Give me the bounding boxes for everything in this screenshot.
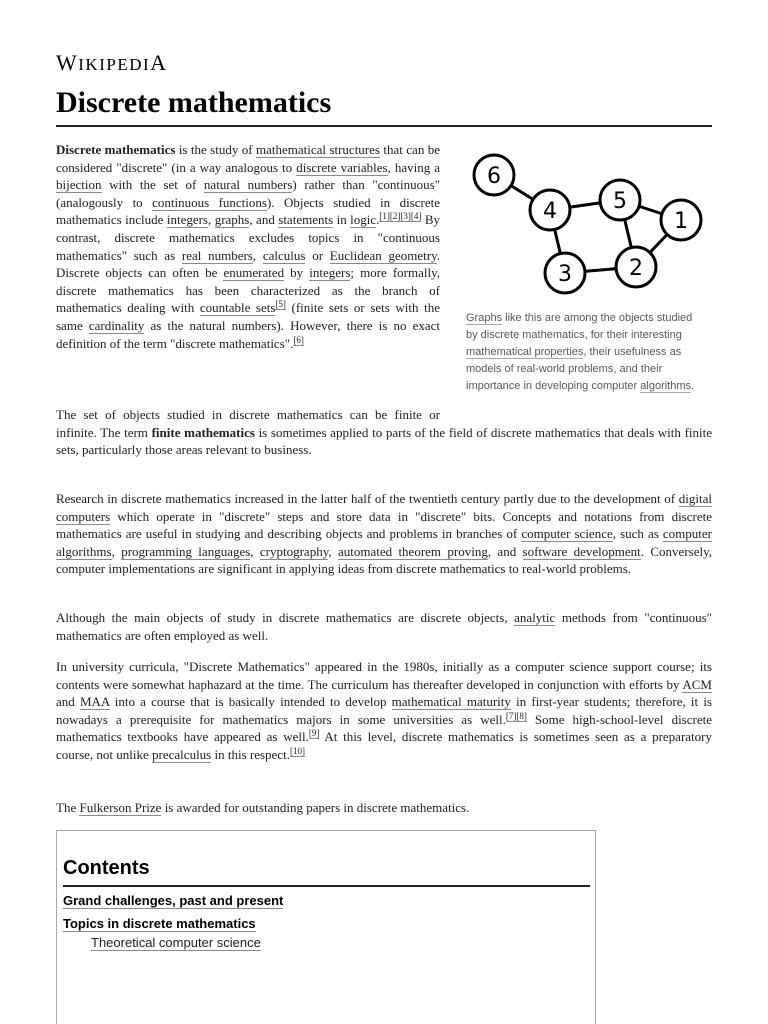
citation-10[interactable]: [10] <box>289 745 305 756</box>
link-bijection[interactable]: bijection <box>56 177 102 193</box>
link-statements[interactable]: statements <box>278 212 334 228</box>
citation-7[interactable]: [7] <box>505 710 517 721</box>
link-software-development[interactable]: software development <box>522 543 641 559</box>
wikipedia-wordmark[interactable]: WIKIPEDIA <box>56 50 168 75</box>
prize-paragraph: The Fulkerson Prize is awarded for outstanding papers in discrete mathematics. <box>56 800 470 815</box>
citation-4[interactable]: [4] <box>410 211 422 222</box>
page-title: Discrete mathematics <box>56 86 332 119</box>
caption-link-mathematical-properties[interactable]: mathematical properties <box>466 345 584 358</box>
link-analytic[interactable]: analytic <box>514 610 556 625</box>
link-graphs[interactable]: graphs <box>214 212 250 228</box>
citation-1[interactable]: [1] <box>379 211 390 222</box>
link-automated-theorem-proving[interactable]: automated theorem proving <box>337 543 488 559</box>
graph-image[interactable] <box>466 150 712 300</box>
figure-caption: Graphs like this are among the objects studied by discrete mathematics, for their interesting mathematical properties, their usefulness as models of real-world problems, and their importance in developing computer algorithms. <box>466 312 695 392</box>
link-computer-science[interactable]: computer science <box>521 526 613 542</box>
analytic-paragraph: Although the main objects of study in discrete mathematics are discrete objects, analytic methods from "continuous" mathematics are often employed as well. <box>56 610 712 643</box>
citation-9[interactable]: [9] <box>308 728 320 739</box>
link-cryptography[interactable]: cryptography <box>259 543 329 559</box>
link-digital-computers[interactable]: digital computers <box>56 491 712 524</box>
link-mathematical-maturity[interactable]: mathematical maturity <box>391 694 511 710</box>
link-integers-2[interactable]: integers <box>309 265 351 281</box>
link-euclidean-geometry[interactable]: Euclidean geometry <box>329 247 437 263</box>
toc-item-topics[interactable]: Topics in discrete mathematics <box>63 916 256 931</box>
node-label-2: 2 <box>629 256 643 281</box>
link-fulkerson-prize[interactable]: Fulkerson Prize <box>79 800 162 815</box>
node-label-1: 1 <box>674 209 688 234</box>
node-label-5: 5 <box>613 189 627 214</box>
link-cardinality[interactable]: cardinality <box>88 317 145 333</box>
toc-divider <box>63 885 590 887</box>
curricula-paragraph: In university curricula, "Discrete Mathematics" appeared in the 1980s, initially as a computer science support course; its contents were somewhat haphazard at the time. The curriculum has thereafter developed in conjunction with efforts by ACM and MAA into a course that is basically intended to develop mathematical maturity in first-year students; therefore, it is nowadays a prerequisite for mathematics majors in some universities as well.[7][8] Some high-school-level discrete mathematics textbooks have appeared as well.[9] At this level, discrete mathematics is sometimes seen as a preparatory course, not unlike precalculus in this respect.[10] <box>56 659 712 762</box>
figure-spacer <box>440 376 712 416</box>
caption-link-graphs[interactable]: Graphs <box>466 312 503 324</box>
link-calculus[interactable]: calculus <box>262 247 306 263</box>
link-enumerated[interactable]: enumerated <box>223 265 285 281</box>
toc-title: Contents <box>63 857 150 879</box>
link-integers[interactable]: integers <box>166 212 208 228</box>
toc-item-theoretical-cs[interactable]: Theoretical computer science <box>91 935 261 950</box>
intro-paragraph: Discrete mathematics is the study of mathematical structures that can be considered "discrete" (in a way analogous to discrete variables, having a bijection with the set of natural numbers) rather than "continuous" (analogously to continuous functions). Objects studied in discrete mathematics include integers, graphs, and statements in logic.[1][2][3][4] By contrast, discrete mathematics excludes topics in "continuous mathematics" such as real numbers, calculus or Euclidean geometry. Discrete objects can often be enumerated by integers; more formally, discrete mathematics has been characterized as the branch of mathematics dealing with countable sets[5] (finite sets or sets with the same cardinality as the natural numbers). However, there is no exact definition of the term "discrete mathematics".[6] <box>56 142 441 351</box>
link-discrete-variables[interactable]: discrete variables <box>296 159 388 175</box>
link-programming-languages[interactable]: programming languages <box>121 543 251 559</box>
link-mathematical-structures[interactable]: mathematical structures <box>256 142 380 157</box>
node-label-3: 3 <box>558 262 572 287</box>
citation-8[interactable]: [8] <box>516 710 527 721</box>
link-continuous-functions[interactable]: continuous functions <box>152 194 267 210</box>
link-acm[interactable]: ACM <box>682 676 712 692</box>
graph-figure <box>466 150 712 395</box>
link-computer-algorithms[interactable]: computer algorithms <box>56 526 712 559</box>
toc-item-grand-challenges[interactable]: Grand challenges, past and present <box>63 893 284 908</box>
node-label-4: 4 <box>543 199 557 224</box>
link-natural-numbers[interactable]: natural numbers <box>203 177 293 193</box>
citation-5[interactable]: [5] <box>275 299 286 310</box>
link-precalculus[interactable]: precalculus <box>152 746 212 762</box>
citation-6[interactable]: [6] <box>293 334 304 345</box>
link-real-numbers[interactable]: real numbers <box>181 247 253 263</box>
research-paragraph: Research in discrete mathematics increased in the latter half of the twentieth century partly due to the development of digital computers which operate in "discrete" steps and store data in "discrete" bits. Concepts and notations from discrete mathematics are useful in studying and describing objects and problems in branches of computer science, such as computer algorithms, programming languages, cryptography, automated theorem proving, and software development. Conversely, computer implementations are significant in applying ideas from discrete mathematics to real-world problems. <box>56 491 713 577</box>
title-divider <box>56 125 712 127</box>
citation-3[interactable]: [3] <box>400 211 411 222</box>
link-countable-sets[interactable]: countable sets <box>199 300 276 316</box>
citation-2[interactable]: [2] <box>389 211 401 222</box>
node-label-6: 6 <box>487 164 501 189</box>
sets-paragraph: The set of objects studied in discrete mathematics can be finite or infinite. The term finite mathematics is sometimes applied to parts of the field of discrete mathematics that deals with finite sets, particularly those areas relevant to business. <box>56 406 712 459</box>
caption-link-algorithms[interactable]: algorithms <box>640 379 692 392</box>
link-maa[interactable]: MAA <box>79 694 110 710</box>
link-logic[interactable]: logic <box>350 212 377 228</box>
table-of-contents <box>56 830 596 1024</box>
